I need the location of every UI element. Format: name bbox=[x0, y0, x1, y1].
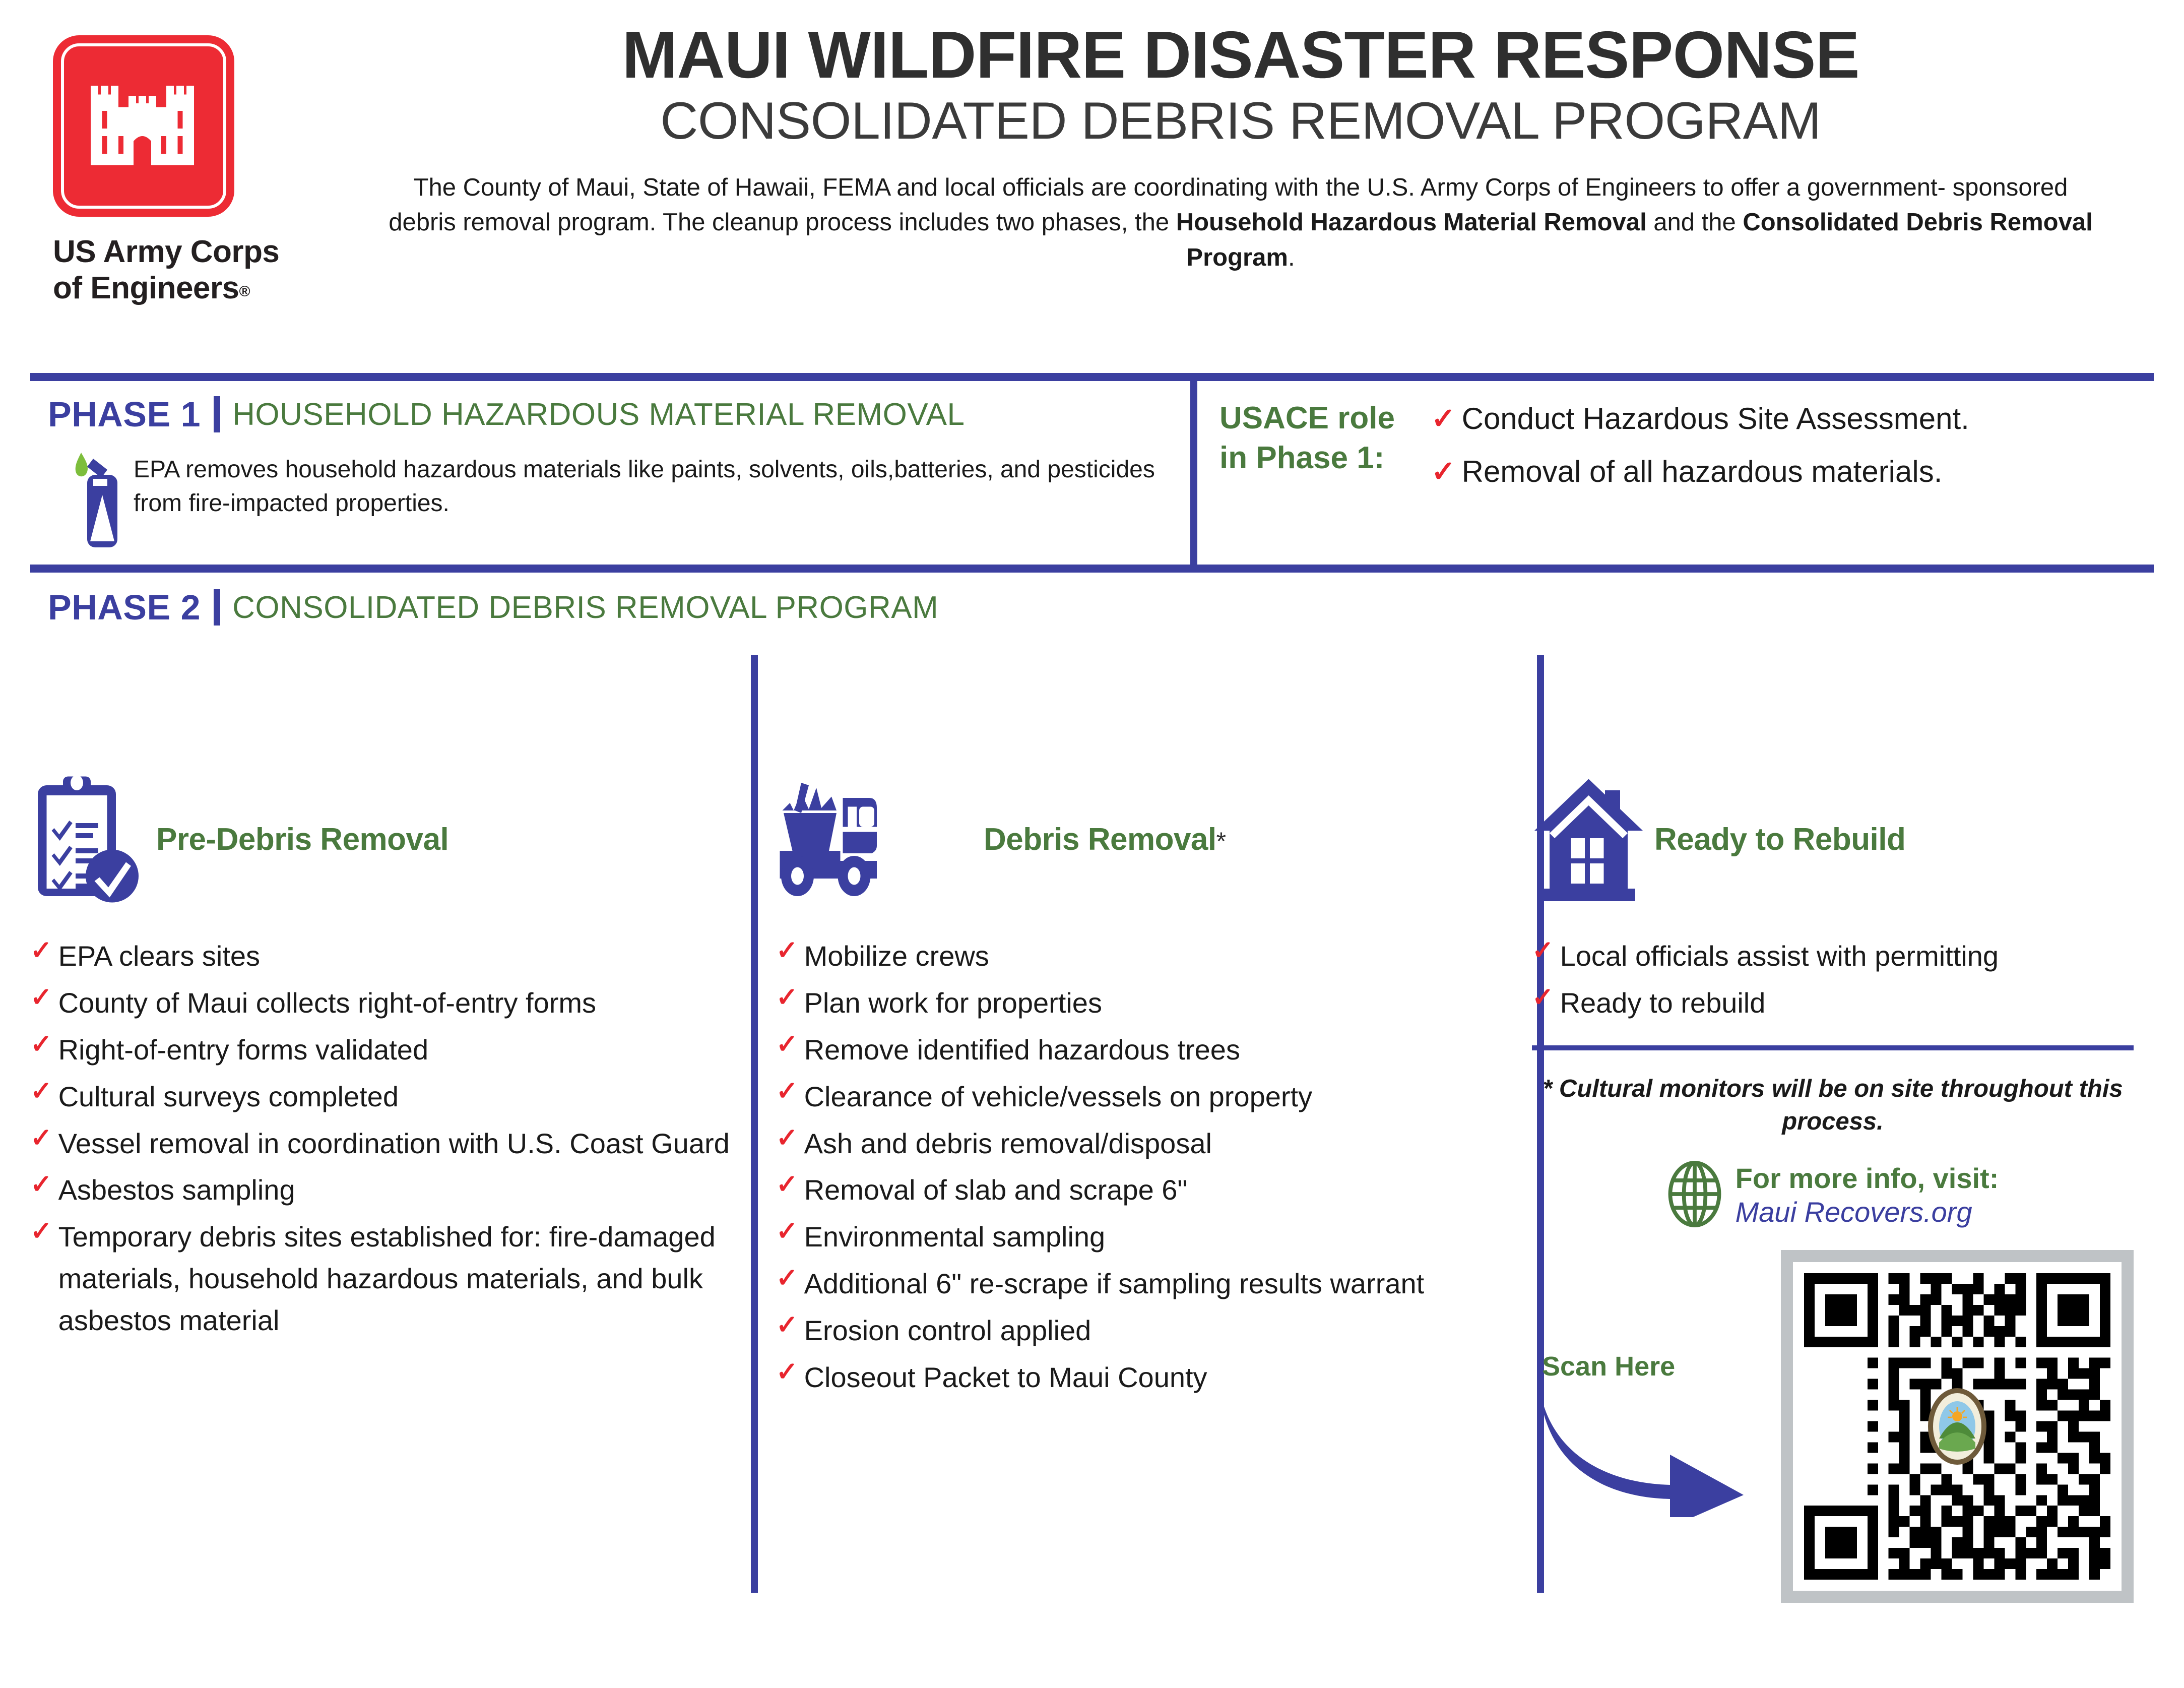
check-icon: ✓ bbox=[1431, 455, 1456, 488]
list-item bbox=[776, 935, 1487, 977]
list-item bbox=[776, 1263, 1487, 1305]
usace-role-item: Removal of all hazardous materials. bbox=[1461, 454, 1943, 488]
list-item bbox=[776, 982, 1487, 1024]
dump-truck-icon bbox=[776, 775, 973, 904]
oil-can-icon bbox=[48, 446, 134, 557]
list-item bbox=[776, 1076, 1487, 1118]
intro-text-end: . bbox=[1288, 243, 1295, 271]
usace-logo-text bbox=[53, 234, 353, 306]
usace-castle-icon bbox=[53, 35, 234, 217]
list-item bbox=[30, 982, 731, 1024]
column-header bbox=[30, 771, 731, 907]
curved-arrow-icon bbox=[1537, 1376, 1749, 1520]
dump-truck-glyph bbox=[776, 775, 973, 901]
list-item bbox=[776, 1029, 1487, 1071]
phase-divider-bar bbox=[214, 589, 220, 626]
list-item bbox=[30, 1169, 731, 1211]
phase2-heading bbox=[48, 587, 938, 628]
globe-icon bbox=[1667, 1161, 1722, 1230]
house-icon bbox=[1532, 775, 1645, 904]
list-item bbox=[1431, 401, 2157, 437]
column-header bbox=[776, 771, 1487, 907]
list-item bbox=[776, 1123, 1487, 1165]
check-icon: ✓ bbox=[30, 1123, 52, 1153]
check-icon: ✓ bbox=[776, 1123, 798, 1153]
phase1-section bbox=[48, 394, 1172, 557]
divider-phase1-bottom bbox=[30, 565, 2154, 573]
footnote-marker: * bbox=[1216, 827, 1226, 855]
cultural-monitor-footnote: * Cultural monitors will be on site throughout this process. bbox=[1543, 1075, 2123, 1136]
usace-org-line2: of Engineers® bbox=[53, 270, 250, 305]
globe-glyph bbox=[1667, 1161, 1722, 1227]
bullet-text: Closeout Packet to Maui County bbox=[804, 1361, 1207, 1393]
phase2-columns bbox=[30, 771, 2154, 1603]
check-icon: ✓ bbox=[30, 1029, 52, 1059]
column-bullet-list bbox=[30, 935, 731, 1342]
qr-code[interactable] bbox=[1793, 1262, 2122, 1591]
usace-logo bbox=[30, 20, 353, 306]
bullet-text: County of Maui collects right-of-entry forms bbox=[58, 986, 597, 1019]
title-block bbox=[353, 20, 2154, 306]
check-icon: ✓ bbox=[1532, 982, 1554, 1012]
intro-paragraph bbox=[358, 170, 2124, 276]
column-header bbox=[1532, 771, 2134, 907]
more-info-url[interactable]: Maui Recovers.org bbox=[1735, 1196, 1972, 1228]
check-icon: ✓ bbox=[30, 1170, 52, 1200]
intro-text-mid: and the bbox=[1646, 209, 1743, 236]
usace-role-section bbox=[1219, 398, 2157, 490]
bullet-text: EPA clears sites bbox=[58, 940, 261, 972]
list-item bbox=[30, 935, 731, 977]
bullet-text: Plan work for properties bbox=[804, 986, 1102, 1019]
header bbox=[0, 0, 2184, 306]
house-glyph bbox=[1532, 775, 1645, 901]
bullet-text: Vessel removal in coordination with U.S. Coast Guard bbox=[58, 1127, 730, 1159]
bullet-text: Temporary debris sites established for: fire-damaged materials, household hazardous materials, and bulk asbestos material bbox=[58, 1221, 716, 1336]
intro-bold-2: Consolidated Debris Removal Program bbox=[1186, 209, 2093, 271]
bullet-text: Environmental sampling bbox=[804, 1221, 1106, 1253]
check-icon: ✓ bbox=[776, 1264, 798, 1293]
divider-top bbox=[30, 373, 2154, 381]
usace-role-title: USACE role in Phase 1: bbox=[1219, 401, 1395, 476]
list-item bbox=[30, 1076, 731, 1118]
column-title bbox=[984, 822, 1226, 857]
bullet-text: Erosion control applied bbox=[804, 1315, 1091, 1346]
list-item bbox=[30, 1029, 731, 1071]
bullet-text: Right-of-entry forms validated bbox=[58, 1033, 429, 1066]
phase1-name: HOUSEHOLD HAZARDOUS MATERIAL REMOVAL bbox=[232, 397, 965, 432]
check-icon: ✓ bbox=[1431, 402, 1456, 435]
column-bullet-list bbox=[776, 935, 1487, 1399]
phase1-body bbox=[48, 446, 1172, 557]
bullet-text: Local officials assist with permitting bbox=[1560, 940, 1999, 972]
column-bullet-list bbox=[1532, 935, 2134, 1024]
castle-glyph bbox=[81, 63, 207, 189]
divider-column3 bbox=[1532, 1045, 2134, 1050]
check-icon: ✓ bbox=[30, 1076, 52, 1106]
phase1-label: PHASE 1 bbox=[48, 395, 201, 434]
check-icon: ✓ bbox=[776, 1217, 798, 1246]
column-title: Pre-Debris Removal bbox=[156, 822, 449, 857]
phase2-label: PHASE 2 bbox=[48, 588, 201, 627]
scan-here-label: Scan Here bbox=[1542, 1351, 1676, 1382]
usace-role-item: Conduct Hazardous Site Assessment. bbox=[1461, 402, 1969, 435]
more-info-row bbox=[1532, 1161, 2134, 1230]
check-icon: ✓ bbox=[776, 1310, 798, 1340]
check-icon: ✓ bbox=[30, 936, 52, 965]
clipboard-checklist-icon bbox=[30, 773, 156, 906]
bullet-text: Removal of slab and scrape 6" bbox=[804, 1174, 1188, 1206]
column-pre-debris-removal bbox=[30, 771, 746, 1603]
clipboard-glyph bbox=[30, 773, 156, 904]
list-item bbox=[1532, 935, 2134, 977]
check-icon: ✓ bbox=[1532, 936, 1554, 965]
phase1-description: EPA removes household hazardous materials like paints, solvents, oils,batteries, and pesticides from fire-impacted properties. bbox=[134, 456, 1155, 517]
phase-divider-bar bbox=[214, 396, 220, 432]
list-item bbox=[30, 1216, 731, 1342]
bullet-text: Clearance of vehicle/vessels on property bbox=[804, 1080, 1313, 1112]
curved-arrow-glyph bbox=[1537, 1376, 1749, 1517]
usace-role-list bbox=[1431, 398, 2157, 490]
qr-code-frame bbox=[1781, 1250, 2134, 1603]
list-item bbox=[30, 1123, 731, 1165]
check-icon: ✓ bbox=[776, 1170, 798, 1200]
page-subtitle: CONSOLIDATED DEBRIS REMOVAL PROGRAM bbox=[660, 92, 1821, 151]
intro-text-1: The County of Maui, State of Hawaii, FEMA and local officials are coordinating with the U.S. Army Corps of Engineers to offer a government- sponsored debris removal program. The cleanup process includes two phases, the bbox=[389, 173, 2068, 236]
bullet-text: Ready to rebuild bbox=[1560, 986, 1766, 1019]
list-item bbox=[776, 1216, 1487, 1258]
list-item bbox=[776, 1310, 1487, 1352]
column-title-text: Debris Removal bbox=[984, 822, 1216, 857]
oil-can-glyph bbox=[63, 449, 129, 554]
list-item bbox=[1431, 454, 2157, 490]
list-item bbox=[776, 1169, 1487, 1211]
check-icon: ✓ bbox=[776, 1029, 798, 1059]
bullet-text: Mobilize crews bbox=[804, 940, 989, 972]
bullet-text: Ash and debris removal/disposal bbox=[804, 1127, 1212, 1159]
phase1-heading bbox=[48, 394, 1172, 434]
check-icon: ✓ bbox=[776, 982, 798, 1012]
list-item bbox=[776, 1357, 1487, 1399]
bullet-text: Asbestos sampling bbox=[58, 1174, 295, 1206]
phase2-name: CONSOLIDATED DEBRIS REMOVAL PROGRAM bbox=[232, 590, 939, 625]
more-info-text bbox=[1736, 1162, 1999, 1228]
column-ready-to-rebuild bbox=[1502, 771, 2134, 1603]
check-icon: ✓ bbox=[30, 982, 52, 1012]
divider-phase1-vertical bbox=[1190, 377, 1197, 566]
column-debris-removal bbox=[746, 771, 1502, 1603]
check-icon: ✓ bbox=[776, 936, 798, 965]
page-title: MAUI WILDFIRE DISASTER RESPONSE bbox=[622, 18, 1859, 92]
usace-org-line1: US Army Corps bbox=[53, 234, 280, 269]
intro-bold-1: Household Hazardous Material Removal bbox=[1176, 209, 1647, 236]
column-title: Ready to Rebuild bbox=[1654, 822, 1906, 857]
bullet-text: Remove identified hazardous trees bbox=[804, 1033, 1240, 1066]
check-icon: ✓ bbox=[776, 1357, 798, 1387]
more-info-label: For more info, visit: bbox=[1735, 1162, 1999, 1195]
registered-mark: ® bbox=[239, 283, 250, 300]
check-icon: ✓ bbox=[30, 1217, 52, 1246]
bullet-text: Additional 6" re-scrape if sampling results warrant bbox=[804, 1268, 1425, 1300]
maui-county-seal-icon bbox=[1926, 1386, 1988, 1467]
list-item bbox=[1532, 982, 2134, 1024]
bullet-text: Cultural surveys completed bbox=[58, 1080, 399, 1112]
qr-section bbox=[1532, 1250, 2134, 1603]
check-icon: ✓ bbox=[776, 1076, 798, 1106]
